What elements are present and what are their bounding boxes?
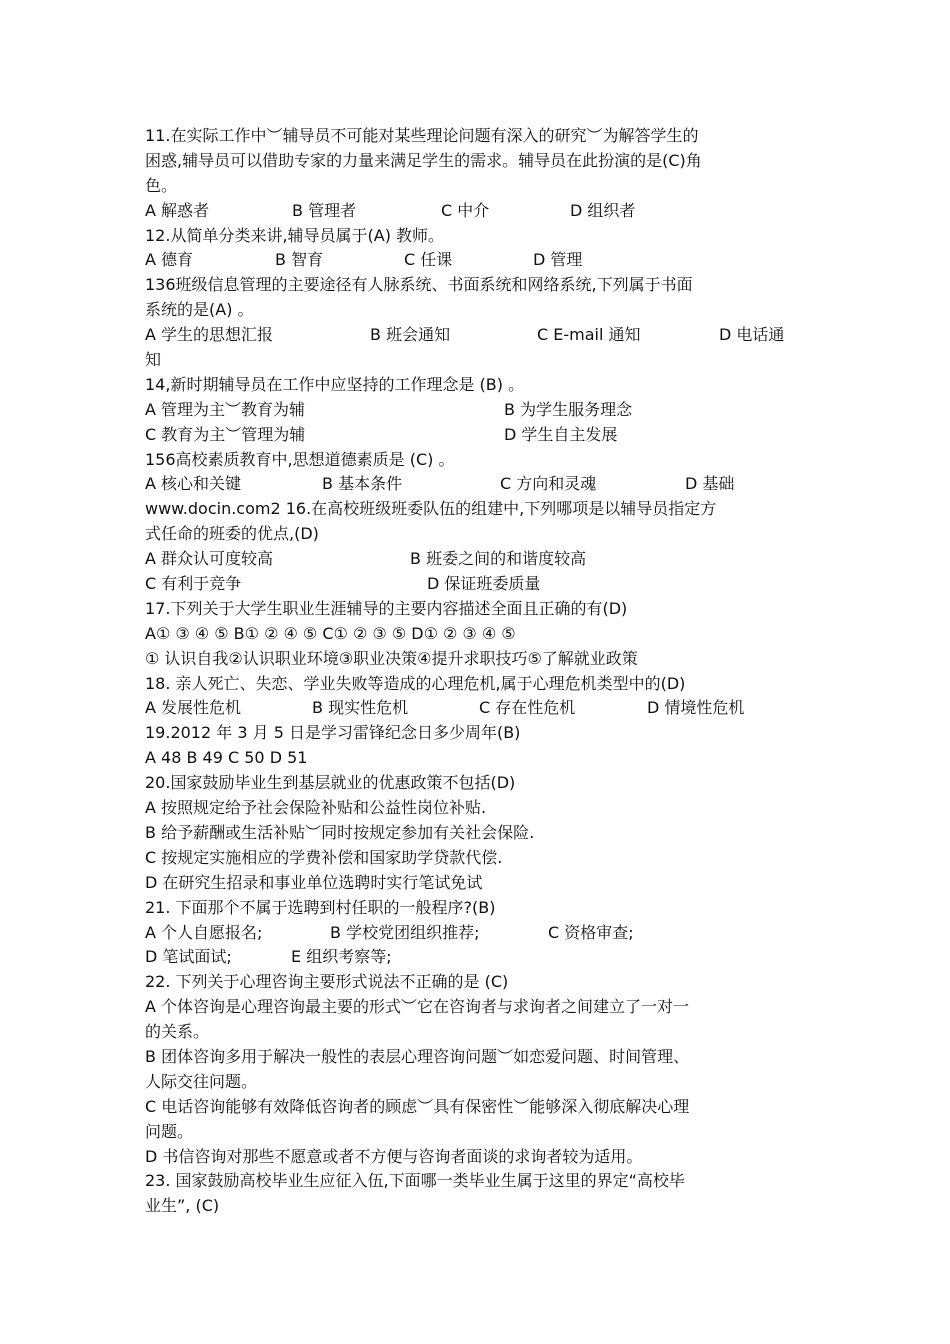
q12-line-1: 12.从简单分类来讲,辅导员属于(A) 教师。 bbox=[145, 225, 445, 245]
q12-options bbox=[145, 248, 810, 273]
q13-line-3: 知 bbox=[145, 350, 162, 370]
q19-line-1: 19.2012 年 3 月 5 日是学习雷锋纪念日多少周年(B) bbox=[145, 723, 521, 743]
q22-option-d: D 书信咨询对那些不愿意或者不方便与咨询者面谈的求询者较为适用。 bbox=[145, 1146, 643, 1166]
q12-option-c: C 任课 bbox=[404, 250, 453, 270]
q14-option-a: A 管理为主︶教育为辅 bbox=[145, 399, 306, 419]
q11-option-d: D 组织者 bbox=[570, 200, 636, 220]
q16-option-a: A 群众认可度较高 bbox=[145, 549, 274, 569]
q15-option-b: B 基本条件 bbox=[322, 474, 403, 494]
document-page bbox=[145, 124, 810, 1219]
q14-option-b: B 为学生服务理念 bbox=[504, 399, 633, 419]
q21-option-b: B 学校党团组织推荐; bbox=[330, 922, 480, 942]
q21-line-1: 21. 下面那个不属于选聘到村任职的一般程序?(B) bbox=[145, 897, 496, 917]
q14-options-2 bbox=[145, 423, 810, 448]
q18-options bbox=[145, 696, 810, 721]
q13-options bbox=[145, 323, 810, 348]
q13-line-1: 136班级信息管理的主要途径有人脉系统、书面系统和网络系统,下列属于书面 bbox=[145, 275, 693, 295]
q19-options: A 48 B 49 C 50 D 51 bbox=[145, 748, 308, 768]
q16-option-d: D 保证班委质量 bbox=[427, 574, 541, 594]
q22-option-a-2: 的关系。 bbox=[145, 1022, 210, 1042]
q20-option-d: D 在研究生招录和事业单位选聘时实行笔试免试 bbox=[145, 872, 483, 892]
q14-options-1 bbox=[145, 398, 810, 423]
q17-legend: ① 认识自我②认识职业环境③职业决策④提升求职技巧⑤了解就业政策 bbox=[145, 648, 638, 668]
q16-options-2 bbox=[145, 572, 810, 597]
q15-options bbox=[145, 472, 810, 497]
q22-option-c-1: C 电话咨询能够有效降低咨询者的顾虑︶具有保密性︶能够深入彻底解决心理 bbox=[145, 1096, 690, 1116]
q22-option-a-1: A 个体咨询是心理咨询最主要的形式︶它在咨询者与求询者之间建立了一对一 bbox=[145, 997, 690, 1017]
q16-line-1: www.docin.com2 16.在高校班级班委队伍的组建中,下列哪项是以辅导员指定方 bbox=[145, 499, 717, 519]
q23-line-1: 23. 国家鼓励高校毕业生应征入伍,下面哪一类毕业生属于这里的界定“高校毕 bbox=[145, 1171, 685, 1191]
q12-option-d: D 管理 bbox=[533, 250, 583, 270]
q18-option-b: B 现实性危机 bbox=[312, 698, 409, 718]
q18-option-a: A 发展性危机 bbox=[145, 698, 242, 718]
q20-option-c: C 按规定实施相应的学费补偿和国家助学贷款代偿. bbox=[145, 847, 503, 867]
q18-line-1: 18. 亲人死亡、失恋、学业失败等造成的心理危机,属于心理危机类型中的(D) bbox=[145, 673, 686, 693]
q11-option-b: B 管理者 bbox=[292, 200, 357, 220]
q22-line-1: 22. 下列关于心理咨询主要形式说法不正确的是 (C) bbox=[145, 972, 509, 992]
q11-options bbox=[145, 199, 810, 224]
q14-option-d: D 学生自主发展 bbox=[504, 424, 618, 444]
q14-line-1: 14,新时期辅导员在工作中应坚持的工作理念是 (B) 。 bbox=[145, 374, 525, 394]
q11-option-a: A 解惑者 bbox=[145, 200, 210, 220]
q17-options: A① ③ ④ ⑤ B① ② ④ ⑤ C① ② ③ ⑤ D① ② ③ ④ ⑤ bbox=[145, 623, 516, 643]
q20-line-1: 20.国家鼓励毕业生到基层就业的优惠政策不包括(D) bbox=[145, 773, 516, 793]
q21-option-c: C 资格审查; bbox=[548, 922, 634, 942]
q22-option-c-2: 问题。 bbox=[145, 1121, 194, 1141]
q13-option-a: A 学生的思想汇报 bbox=[145, 325, 274, 345]
q13-line-2: 系统的是(A) 。 bbox=[145, 300, 254, 320]
q21-option-e: E 组织考察等; bbox=[291, 947, 392, 967]
q18-option-d: D 情境性危机 bbox=[647, 698, 745, 718]
q22-option-b-2: 人际交往问题。 bbox=[145, 1071, 258, 1091]
q16-option-b: B 班委之间的和谐度较高 bbox=[410, 549, 587, 569]
q21-option-d: D 笔试面试; bbox=[145, 947, 232, 967]
q18-option-c: C 存在性危机 bbox=[479, 698, 576, 718]
q16-line-2: 式任命的班委的优点,(D) bbox=[145, 524, 319, 544]
q21-options-2 bbox=[145, 945, 810, 970]
q13-option-c: C E-mail 通知 bbox=[537, 325, 641, 345]
q20-option-b: B 给予薪酬或生活补贴︶同时按规定参加有关社会保险. bbox=[145, 822, 535, 842]
q11-line-3: 色。 bbox=[145, 175, 178, 195]
q15-option-a: A 核心和关键 bbox=[145, 474, 242, 494]
q11-option-c: C 中介 bbox=[441, 200, 490, 220]
q13-option-b: B 班会通知 bbox=[370, 325, 451, 345]
q20-option-a: A 按照规定给予社会保险补贴和公益性岗位补贴. bbox=[145, 798, 487, 818]
q11-line-2: 困惑,辅导员可以借助专家的力量来满足学生的需求。辅导员在此扮演的是(C)角 bbox=[145, 150, 702, 170]
q14-option-c: C 教育为主︶管理为辅 bbox=[145, 424, 306, 444]
q16-option-c: C 有利于竞争 bbox=[145, 574, 242, 594]
q15-option-c: C 方向和灵魂 bbox=[500, 474, 597, 494]
q15-option-d: D 基础 bbox=[685, 474, 735, 494]
q12-option-a: A 德育 bbox=[145, 250, 194, 270]
q11-line-1: 11.在实际工作中︶辅导员不可能对某些理论问题有深入的研究︶为解答学生的 bbox=[145, 126, 699, 145]
q21-options-1 bbox=[145, 921, 810, 946]
q23-line-2: 业生”, (C) bbox=[145, 1196, 220, 1216]
q16-options-1 bbox=[145, 547, 810, 572]
q15-line-1: 156高校素质教育中,思想道德素质是 (C) 。 bbox=[145, 449, 455, 469]
q13-option-d: D 电话通 bbox=[719, 325, 785, 345]
q21-option-a: A 个人自愿报名; bbox=[145, 922, 263, 942]
q12-option-b: B 智育 bbox=[275, 250, 324, 270]
q17-line-1: 17.下列关于大学生职业生涯辅导的主要内容描述全面且正确的有(D) bbox=[145, 598, 628, 618]
q22-option-b-1: B 团体咨询多用于解决一般性的表层心理咨询问题︶如恋爱问题、时间管理、 bbox=[145, 1046, 690, 1066]
